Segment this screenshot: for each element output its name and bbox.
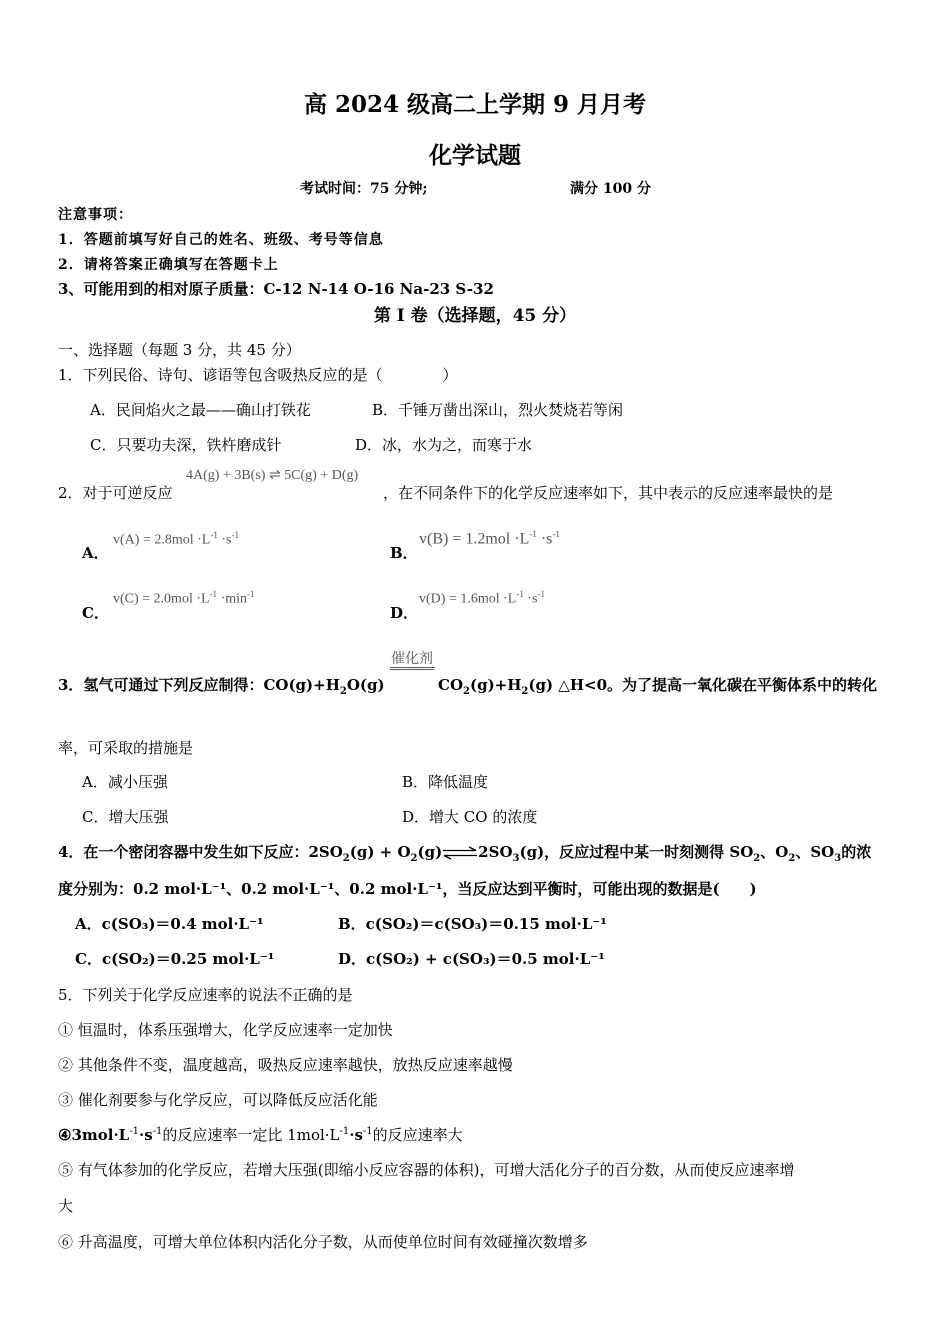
note-item-1: 1．答题前填写好自己的姓名、班级、考号等信息: [58, 232, 384, 248]
q3-option-d: D．增大 CO 的浓度: [402, 808, 538, 826]
q3-stem-right: $CO_2(g)+H_2(g)$ △H<0。为了提高一氧化碳在平衡体系中的转化: [438, 676, 878, 697]
q2-option-d-label: D．: [390, 604, 419, 622]
q2-option-a-label: A．: [82, 544, 109, 562]
q3-stem-line2: 率，可采取的措施是: [58, 739, 194, 757]
q5-stem: 5．下列关于化学反应速率的说法不正确的是: [58, 986, 353, 1004]
q5-item-6: ⑥ 升高温度，可增大单位体积内活化分子数，从而使单位时间有效碰撞次数增多: [58, 1233, 588, 1251]
q1-option-b: B．千锤万凿出深山，烈火焚烧若等闲: [372, 401, 624, 419]
q5-item-3: ③ 催化剂要参与化学反应，可以降低反应活化能: [58, 1091, 378, 1109]
q4-option-d: D．c(SO₂) + c(SO₃)＝0.5 mol·L⁻¹: [338, 950, 605, 968]
q2-option-b-label: B．: [390, 544, 418, 562]
q4-option-c: C．c(SO₂)＝0.25 mol·L⁻¹: [75, 950, 275, 968]
section-title: 第 I 卷（选择题，45 分）: [373, 306, 577, 326]
q5-item-5: ⑤ 有气体参加的化学反应，若增大压强(即缩小反应容器的体积)，可增大活化分子的百分数，从而使反应速率增: [58, 1161, 795, 1179]
exam-time: 考试时间：75 分钟;: [300, 181, 428, 197]
q4-option-a: A．c(SO₃)＝0.4 mol·L⁻¹: [75, 915, 264, 933]
q1-stem: 1．下列民俗、诗句、谚语等包含吸热反应的是（ ）: [58, 366, 458, 384]
part-heading: 一、选择题（每题 3 分，共 45 分）: [58, 341, 301, 359]
note-item-2: 2．请将答案正确填写在答题卡上: [58, 257, 279, 273]
equilibrium-arrow-icon: [442, 846, 478, 860]
full-score: 满分 100 分: [570, 181, 651, 197]
q5-item-1: ① 恒温时，体系压强增大，化学反应速率一定加快: [58, 1021, 393, 1039]
q2-option-d-formula: $v(D) = 1.6mol \cdot L^{-1} \cdot s^{-1}$: [419, 589, 545, 607]
q4-option-b: B．c(SO₂)＝c(SO₃)＝0.15 mol·L⁻¹: [338, 915, 607, 933]
q2-option-c-formula: $v(C) = 2.0mol \cdot L^{-1} \cdot\min^{-1}$: [113, 589, 255, 607]
notes-heading: 注意事项：: [58, 207, 133, 223]
q4-stem-line2: 度分别为：0.2 mol·L⁻¹、0.2 mol·L⁻¹、0.2 mol·L⁻¹，当反应达到平衡时，可能出现的数据是( ): [58, 880, 757, 898]
q2-equation: 4A(g) + 3B(s) ⇌ 5C(g) + D(g): [186, 468, 359, 483]
q4-stem: 4．在一个密闭容器中发生如下反应：$2SO_2(g) + O_2(g)$ $2SO_3(g)$，反应过程中某一时刻测得 $SO_2$、$O_2$、$SO_3$的浓: [58, 843, 872, 864]
q3-catalyst-label: 催化剂: [390, 648, 434, 670]
q2-stem-prefix: 2．对于可逆反应: [58, 484, 173, 502]
q1-option-c: C．只要功夫深，铁杵磨成针: [90, 436, 282, 454]
note-item-3: 3、可能用到的相对原子质量：C-12 N-14 O-16 Na-23 S-32: [58, 280, 494, 298]
q1-option-a: A．民间焰火之最——确山打铁花: [90, 401, 311, 419]
q5-item-5-cont: 大: [58, 1197, 74, 1215]
q1-option-d: D．冰，水为之，而寒于水: [355, 436, 533, 454]
q2-stem-suffix: ，在不同条件下的化学反应速率如下，其中表示的反应速率最快的是: [383, 484, 834, 502]
subject-title: 化学试题: [429, 142, 521, 169]
q3-catalyst-line: [390, 667, 435, 668]
q3-option-c: C．增大压强: [82, 808, 169, 826]
q3-option-b: B．降低温度: [402, 773, 489, 791]
q5-item-2: ② 其他条件不变，温度越高，吸热反应速率越快，放热反应速率越慢: [58, 1056, 513, 1074]
q3-option-a: A．减小压强: [82, 773, 168, 791]
q3-stem: 3．氢气可通过下列反应制得：$CO(g)+H_2O(g)$: [58, 676, 385, 697]
q2-option-b-formula: $v(B) = 1.2mol \cdot L^{-1} \cdot s^{-1}$: [419, 529, 560, 548]
q2-option-a-formula: $v(A) = 2.8mol \cdot L^{-1} \cdot s^{-1}$: [113, 530, 239, 548]
q5-item-4: $④3mol\cdot L^{-1}\cdot s^{-1}$的反应速率一定比 $1mol\cdot L^{-1}\cdot s^{-1}$的反应速率大: [58, 1126, 463, 1144]
q2-option-c-label: C．: [82, 604, 109, 622]
exam-title: 高 2024 级高二上学期 9 月月考: [303, 91, 647, 118]
